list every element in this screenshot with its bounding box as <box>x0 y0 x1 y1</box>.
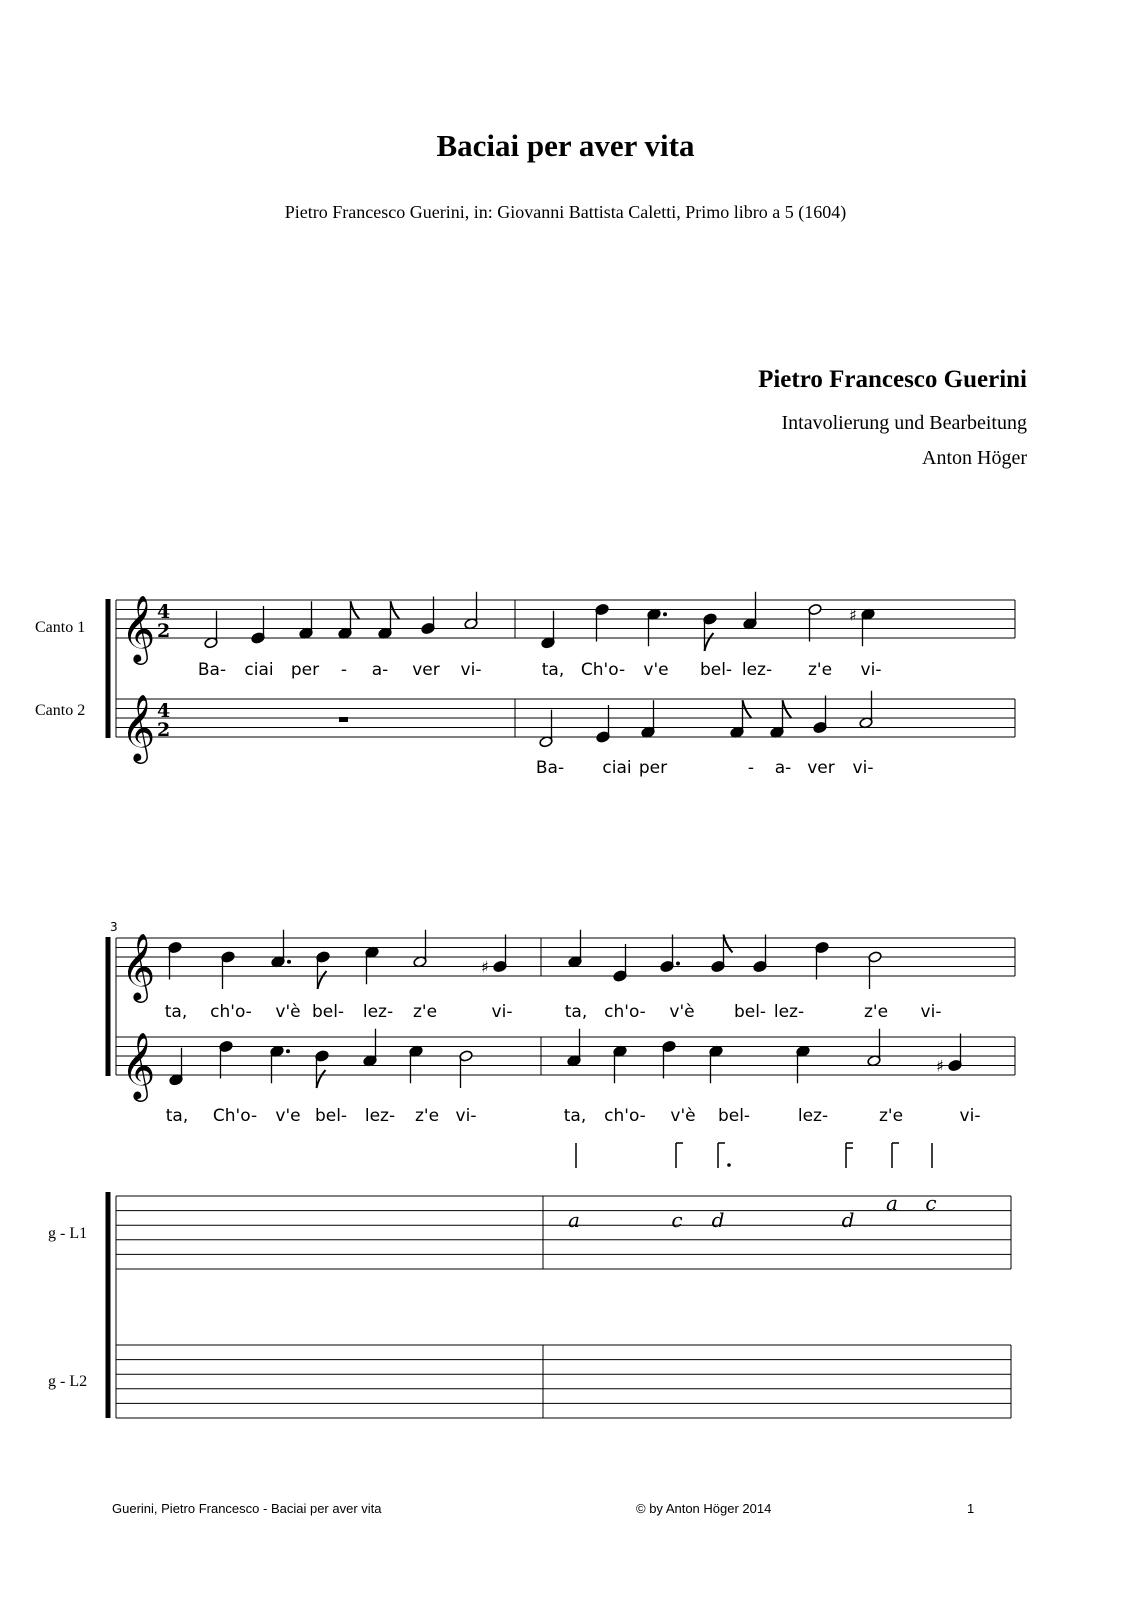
note <box>378 601 400 639</box>
lyric-canto1: bel- <box>699 660 733 680</box>
lyric-canto1: ch'o- <box>210 1002 252 1022</box>
lyric-canto1: bel- <box>733 1002 767 1022</box>
lyric-canto2: - <box>747 758 755 778</box>
note <box>421 597 435 635</box>
lyric-canto2: ta, <box>165 1106 189 1126</box>
dot <box>287 960 291 964</box>
lyric-canto1: lez- <box>773 1002 805 1022</box>
lyric-canto2: v'è <box>670 1106 696 1126</box>
note <box>251 606 265 644</box>
flag <box>351 601 360 619</box>
lyric-canto2: vi- <box>959 1106 981 1126</box>
sharp-icon: ♯ <box>936 1056 944 1076</box>
note <box>613 944 627 982</box>
note <box>316 951 330 989</box>
lyric-canto1: - <box>340 660 348 680</box>
lyric-canto1: ta, <box>564 1002 588 1022</box>
note <box>567 1029 581 1067</box>
measure-number: 3 <box>110 920 118 934</box>
lyric-canto1: lez- <box>362 1002 394 1022</box>
note <box>365 946 379 984</box>
treble-clef-icon: 𝄞 <box>121 693 156 761</box>
note <box>859 691 873 729</box>
note <box>849 605 875 646</box>
note <box>413 930 427 968</box>
lyric-canto1: z'e <box>807 660 833 680</box>
flag <box>318 971 327 989</box>
lyric-canto2: Ba- <box>535 758 565 778</box>
lyric-canto2: bel- <box>314 1106 348 1126</box>
tab-letter: a <box>886 1191 898 1215</box>
rhythm-sign <box>892 1143 899 1168</box>
lyric-canto1: vi- <box>460 660 482 680</box>
note <box>409 1045 423 1083</box>
sharp-icon: ♯ <box>849 605 857 625</box>
tab-letter: d <box>711 1208 725 1232</box>
time-signature-numerator: 4 <box>157 601 171 623</box>
lyric-canto2: lez- <box>797 1106 829 1126</box>
treble-clef-icon: 𝄞 <box>121 594 156 662</box>
note <box>815 941 829 979</box>
lyric-canto1: vi- <box>860 660 882 680</box>
lyric-canto1: v'è <box>669 1002 695 1022</box>
lyric-canto2: vi- <box>455 1106 477 1126</box>
lyric-canto1: vi- <box>491 1002 513 1022</box>
flag <box>391 601 400 619</box>
lyric-canto1: z'e <box>412 1002 438 1022</box>
lyric-canto2: vi- <box>852 758 874 778</box>
dot <box>727 1163 731 1167</box>
note <box>338 601 360 639</box>
lyric-canto2: lez- <box>364 1106 396 1126</box>
lyric-canto2: Ch'o- <box>212 1106 258 1126</box>
note <box>464 592 478 630</box>
note <box>662 1040 676 1078</box>
note <box>204 611 218 649</box>
score-text <box>110 594 980 1232</box>
lyric-canto1: per <box>290 660 320 680</box>
lyric-canto2: ta, <box>563 1106 587 1126</box>
flag <box>724 935 733 953</box>
note <box>709 1045 723 1083</box>
lyric-canto1: v'e <box>643 660 669 680</box>
note <box>770 700 792 738</box>
source-subtitle: Pietro Francesco Guerini, in: Giovanni Battista Caletti, Primo libro a 5 (1604) <box>284 202 847 222</box>
rhythm-sign <box>718 1143 731 1168</box>
lyric-canto2: a- <box>774 758 792 778</box>
flag <box>743 700 752 718</box>
note <box>613 1045 627 1083</box>
note <box>868 951 882 989</box>
rest <box>339 717 348 722</box>
note <box>271 930 291 968</box>
lyric-canto1: vi- <box>920 1002 942 1022</box>
lyric-canto2: bel- <box>717 1106 751 1126</box>
lyric-canto1: ciai <box>244 660 274 680</box>
sharp-icon: ♯ <box>481 957 489 977</box>
dot <box>286 1049 290 1053</box>
note <box>753 935 767 973</box>
lyric-canto1: lez- <box>741 660 773 680</box>
note <box>568 930 582 968</box>
time-signature-denominator: 2 <box>157 620 171 642</box>
lyric-canto1: Ch'o- <box>580 660 626 680</box>
note <box>595 603 609 641</box>
note <box>808 603 822 641</box>
note <box>315 1050 329 1088</box>
tab-letter: d <box>841 1208 855 1232</box>
note <box>539 710 553 748</box>
note <box>363 1029 377 1067</box>
time-signature-numerator: 4 <box>157 700 171 722</box>
lyric-canto1: v'è <box>275 1002 301 1022</box>
lyric-canto2: v'e <box>275 1106 301 1126</box>
lyric-canto1: ver <box>412 660 440 680</box>
rhythm-sign <box>676 1143 683 1168</box>
dot <box>676 962 680 966</box>
note <box>647 608 667 646</box>
staff-label-tab1: g - L1 <box>48 1225 88 1242</box>
arrangement-credit: Intavolierung und Bearbeitung <box>781 412 1027 434</box>
footer-title: Guerini, Pietro Francesco - Baciai per aver vita <box>112 1501 382 1516</box>
lyric-canto1: ch'o- <box>604 1002 646 1022</box>
note <box>270 1045 290 1083</box>
notes <box>165 592 962 1168</box>
lyric-canto1: ta, <box>541 660 565 680</box>
lyric-canto1: a- <box>371 660 389 680</box>
note <box>169 1048 183 1086</box>
tab-letter: c <box>925 1191 937 1215</box>
footer-copyright: © by Anton Höger 2014 <box>636 1501 772 1516</box>
note <box>481 935 507 977</box>
note <box>867 1029 881 1067</box>
note <box>936 1034 962 1076</box>
lyric-canto2: per <box>638 758 668 778</box>
note <box>743 592 757 630</box>
staff-label-canto1: Canto 1 <box>35 619 86 636</box>
note <box>796 1045 810 1083</box>
note <box>299 601 313 639</box>
lyric-canto1: ta, <box>164 1002 188 1022</box>
tab-letter: a <box>568 1208 580 1232</box>
note <box>703 613 717 651</box>
treble-clef-icon: 𝄞 <box>121 1031 156 1099</box>
lyric-canto2: z'e <box>878 1106 904 1126</box>
arranger-name: Anton Höger <box>922 447 1027 469</box>
time-signature-denominator: 2 <box>157 719 171 741</box>
treble-clef-icon: 𝄞 <box>121 932 156 1000</box>
lyric-canto2: z'e <box>414 1106 440 1126</box>
lyric-canto1: z'e <box>863 1002 889 1022</box>
flag <box>783 700 792 718</box>
staff-label-tab2: g - L2 <box>48 1373 88 1390</box>
composer-name: Pietro Francesco Guerini <box>758 366 1027 393</box>
lyric-canto2: ver <box>807 758 835 778</box>
lyric-canto2: ch'o- <box>604 1106 646 1126</box>
staff-label-canto2: Canto 2 <box>35 702 86 719</box>
note <box>730 700 752 738</box>
page-number: 1 <box>967 1501 975 1516</box>
lyric-canto1: Ba- <box>197 660 227 680</box>
lyric-canto2: ciai <box>602 758 632 778</box>
note <box>813 696 827 734</box>
rhythm-sign <box>846 1143 853 1168</box>
flag <box>317 1070 326 1088</box>
note <box>641 700 655 738</box>
lyric-canto1: bel- <box>311 1002 345 1022</box>
note <box>459 1050 473 1088</box>
note <box>221 951 235 989</box>
page-title: Baciai per aver vita <box>436 128 695 163</box>
note <box>596 705 610 743</box>
dot <box>663 612 667 616</box>
tab-letter: c <box>671 1208 683 1232</box>
note <box>168 941 182 979</box>
note <box>541 611 555 649</box>
flag <box>705 633 714 651</box>
note <box>219 1040 233 1078</box>
